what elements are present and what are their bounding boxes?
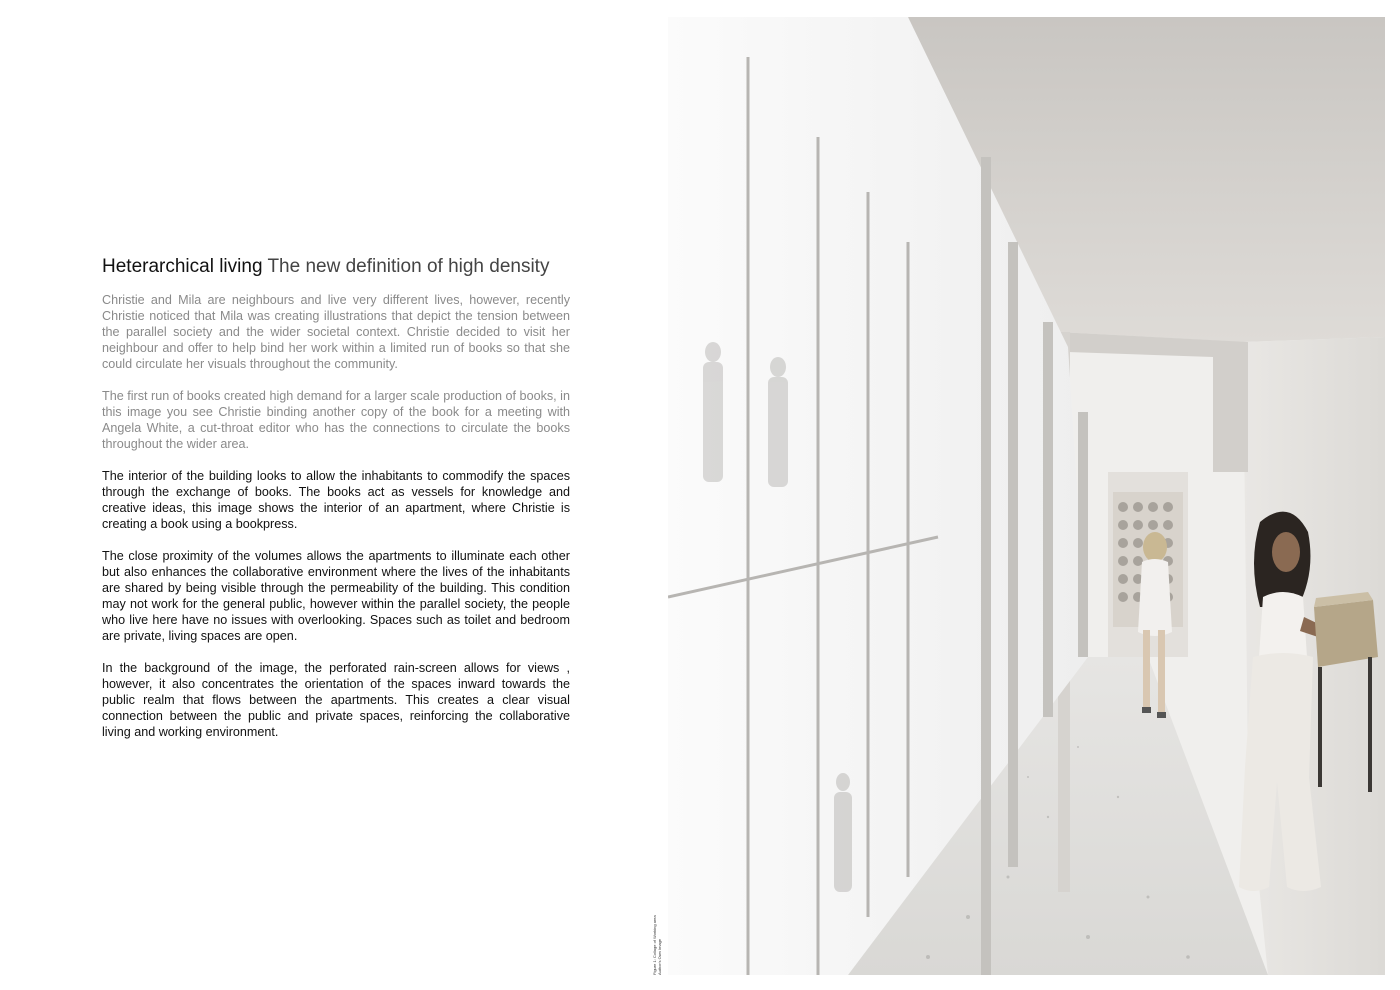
paragraph-4: The close proximity of the volumes allows the apartments to illuminate each other but also enhances the collaborative environment where the lives of the inhabitants are shared by being visible through the permeability of the building. This condition may not work for the general public, however within the parallel society, the people who live here have no issues with overlooking. Spaces such as toilet and bedroom are private, living spaces are open. (102, 549, 570, 643)
interior-collage-image (668, 17, 1385, 975)
title-subtitle: The new definition of high density (267, 256, 550, 277)
figure-caption-line2: Author's Own Image (657, 938, 662, 975)
figure-caption (652, 915, 662, 975)
paragraph-3: The interior of the building looks to allow the inhabitants to commodify the spaces through the exchange of books. The books act as vessels for knowledge and creative ideas, this image shows the interior of an apartment, where Christie is creating a book using a bookpress. (102, 469, 570, 531)
page-title (102, 254, 570, 280)
paragraph-1: Christie and Mila are neighbours and live very different lives, however, recently Christie noticed that Mila was creating illustrations that depict the tension between the parallel society and the wider societal context. Christie decided to visit her neighbour and offer to help bind her work within a limited run of books so that she could circulate her visuals throughout the community. (102, 293, 570, 371)
title-main: Heterarchical living (102, 256, 263, 277)
paragraph-2: The first run of books created high demand for a larger scale production of books, in this image you see Christie binding another copy of the book for a meeting with Angela White, a cut-throat editor who has the connections to circulate the books throughout the wider area. (102, 389, 570, 451)
figure-caption-line1: Figure 1: Collage of Working area (652, 915, 657, 975)
article-text (102, 254, 570, 756)
paragraph-5: In the background of the image, the perforated rain-screen allows for views , however, it also concentrates the orientation of the spaces inward towards the public realm that flows between the apartments. This creates a clear visual connection between the public and private spaces, reinforcing the collaborative living and working environment. (102, 661, 570, 739)
